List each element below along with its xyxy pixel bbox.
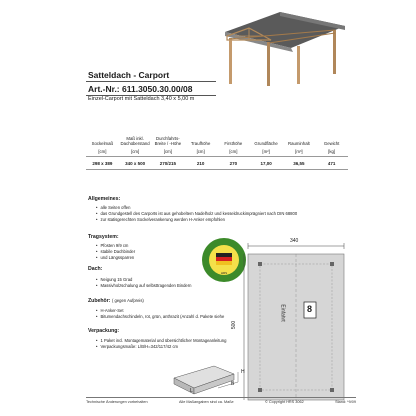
list-item: • stabile Dachbinder bbox=[96, 249, 135, 255]
spec-value: 471 bbox=[327, 160, 336, 166]
list-item: • Massivholzschalung auf selbsttragenden Bindern bbox=[96, 283, 192, 289]
spec-header: Rauminhalt bbox=[288, 141, 310, 146]
verpackung-list bbox=[96, 338, 226, 350]
list-item: • 1 Paket incl. Montagematerial und übersichtlicher Montageanleitung bbox=[96, 338, 226, 344]
package-block-drawing bbox=[168, 356, 246, 396]
list-item: • zur statisgerechten Sockelverankerung werden H-Anker empfohlen bbox=[96, 217, 297, 223]
spec-header: Firsthöhe bbox=[224, 141, 243, 146]
list-item: • alle Seiten offen bbox=[96, 205, 297, 211]
spec-unit: [cm] bbox=[229, 148, 238, 154]
spec-value: 298 x 389 bbox=[92, 160, 113, 166]
tragsystem-list bbox=[96, 243, 135, 260]
spec-value: 17,00 bbox=[260, 160, 272, 166]
list-item: • das Grundgestell des Carports ist aus gehobeltem Nadelholz und kesseldruckimprägniert nach DIN 68800 bbox=[96, 211, 297, 217]
list-item: • Pfosten 9/9 cm bbox=[96, 243, 135, 249]
spec-header: Grundfläche bbox=[254, 141, 278, 146]
footer-mid: Alle Maßangaben sind ca. Maße bbox=[179, 400, 234, 404]
footer-divider bbox=[86, 397, 356, 398]
spec-unit: [cm] bbox=[196, 148, 205, 154]
spec-value: 340 x 500 bbox=[125, 160, 146, 166]
spec-header: Sockelmaß bbox=[91, 141, 114, 146]
block-label-l: L bbox=[190, 388, 193, 394]
spec-header-row bbox=[86, 130, 348, 146]
section-heading-dach: Dach: bbox=[88, 266, 103, 272]
article-number: Art.-Nr.: 611.3050.30.00/08 bbox=[88, 84, 193, 94]
list-item: • und Längssparren bbox=[96, 255, 135, 261]
dach-list bbox=[96, 277, 192, 289]
page-title: Satteldach - Carport bbox=[88, 70, 170, 80]
zubehoer-note: ( gegen Aufpreis) bbox=[111, 298, 144, 303]
spec-header: Traufhöhe bbox=[190, 141, 211, 146]
footer-right: © Copyright HRS 3062 bbox=[265, 400, 304, 404]
plan-width-label: 340 bbox=[290, 238, 299, 244]
table-divider bbox=[86, 169, 348, 170]
divider bbox=[86, 81, 216, 82]
zubehoer-heading: Zubehör: bbox=[88, 298, 111, 304]
list-item: • Verpackungsmaße: L/B/H=342/117/42 cm bbox=[96, 344, 226, 350]
spec-header: Maß inkl. Dachüberstand bbox=[120, 136, 150, 146]
spec-header: Durchfahrts-Breite / -Höhe bbox=[154, 136, 182, 146]
allgemeines-list bbox=[96, 205, 297, 222]
spec-value-row bbox=[86, 157, 348, 169]
plan-marker: 8 bbox=[307, 304, 313, 314]
list-item: • Neigung 15 Grad bbox=[96, 277, 192, 283]
block-label-h: H bbox=[241, 369, 245, 375]
spec-value: 270 bbox=[229, 160, 238, 166]
footer-left: Technische Änderungen vorbehalten bbox=[86, 400, 148, 404]
spec-unit-row bbox=[86, 146, 348, 156]
plan-depth-label: 500 bbox=[231, 320, 238, 330]
zubehoer-list bbox=[96, 308, 224, 320]
spec-unit: [cm] bbox=[98, 148, 107, 154]
spec-value: 270/215 bbox=[159, 160, 177, 166]
floor-plan-drawing bbox=[240, 236, 352, 404]
footer bbox=[86, 400, 356, 404]
svg-text:HRS: HRS bbox=[220, 271, 228, 275]
spec-header: Gewicht bbox=[323, 141, 340, 146]
footer-date: Stand: *9/09 bbox=[335, 400, 356, 404]
spec-value: 36,55 bbox=[293, 160, 305, 166]
spec-table bbox=[86, 130, 348, 170]
section-heading-tragsystem: Tragsystem: bbox=[88, 234, 119, 240]
section-heading-verpackung: Verpackung: bbox=[88, 328, 120, 334]
spec-unit: [cm] bbox=[163, 148, 172, 154]
plan-zone-label: Einfahrt bbox=[279, 304, 286, 322]
section-heading-zubehoer bbox=[88, 298, 144, 304]
carport-illustration bbox=[205, 6, 355, 88]
section-heading-allgemeines: Allgemeines: bbox=[88, 196, 121, 202]
spec-unit: [kg] bbox=[328, 148, 336, 154]
spec-unit: [m²] bbox=[262, 148, 270, 154]
list-item: • Bitumendachschindeln, rot, grün, anthrazit (Anzahl d. Pakete siehe bbox=[96, 314, 224, 320]
list-item: • H-Anker-Set bbox=[96, 308, 224, 314]
block-label-b: B bbox=[231, 381, 235, 387]
spec-unit: [cm] bbox=[131, 148, 140, 154]
page-subtitle: Einzel-Carport mit Satteldach 3,40 x 5,00 m bbox=[88, 96, 195, 102]
spec-unit: [m³] bbox=[295, 148, 303, 154]
spec-value: 210 bbox=[196, 160, 205, 166]
